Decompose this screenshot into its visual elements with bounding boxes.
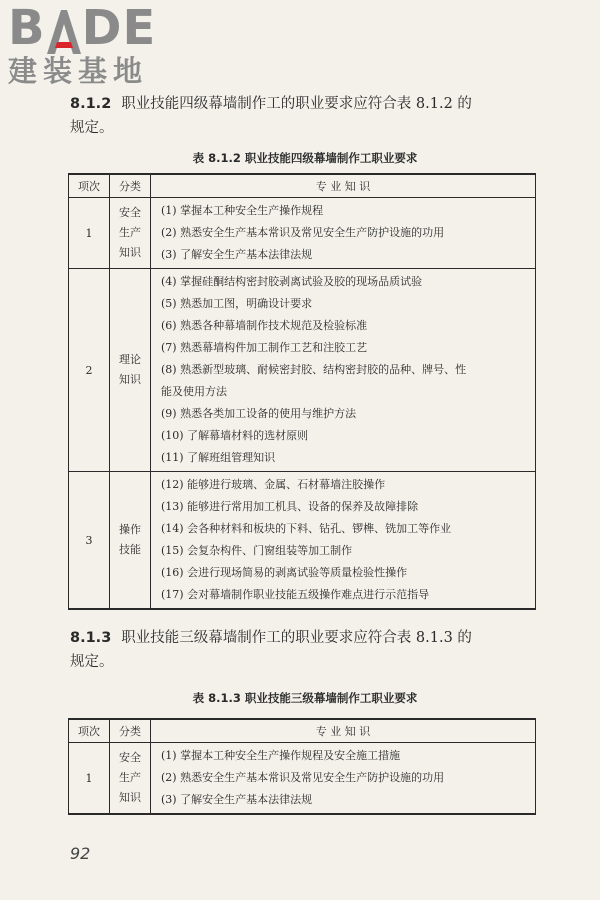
list-item: (12) 能够进行玻璃、金属、石材幕墙注胶操作: [161, 478, 386, 491]
table-row: [69, 198, 536, 269]
table-header-row: [69, 719, 536, 743]
row-index: 2: [69, 269, 110, 472]
row-items: [151, 472, 536, 610]
header-content: 专 业 知 识: [151, 174, 536, 198]
table-row: [69, 472, 536, 610]
clause-number: 8.1.3: [70, 630, 112, 646]
list-item: (6) 熟悉各种幕墙制作技术规范及检验标准: [161, 319, 368, 332]
header-idx: 项次: [69, 174, 110, 198]
list-item: (4) 掌握硅酮结构密封胶剥离试验及胶的现场品质试验: [161, 275, 423, 288]
logo-letter-e: E: [122, 0, 157, 56]
clause-text-line2: 规定。: [70, 654, 114, 670]
list-item: (16) 会进行现场简易的剥离试验等质量检验性操作: [161, 566, 408, 579]
clause-8-1-3: [70, 626, 540, 674]
table-caption-8-1-3: 表 8.1.3 职业技能三级幕墙制作工职业要求: [192, 691, 418, 705]
row-items: [151, 269, 536, 472]
requirements-table-level4: [68, 173, 536, 610]
list-item: (10) 了解幕墙材料的选材原则: [161, 429, 309, 442]
list-item: (5) 熟悉加工图，明确设计要求: [161, 297, 313, 310]
list-item: (1) 掌握本工种安全生产操作规程及安全施工措施: [161, 749, 401, 762]
row-index: 3: [69, 472, 110, 610]
list-item: (15) 会复杂构件、门窗组装等加工制作: [161, 544, 353, 557]
logo-letter-a-mark: [47, 8, 81, 52]
clause-text-line1: 职业技能四级幕墙制作工的职业要求应符合表 8.1.2 的: [121, 96, 472, 112]
list-item: (3) 了解安全生产基本法律法规: [161, 793, 313, 806]
list-item: (13) 能够进行常用加工机具、设备的保养及故障排除: [161, 500, 419, 513]
clause-number: 8.1.2: [70, 96, 112, 112]
clause-text-line1: 职业技能三级幕墙制作工的职业要求应符合表 8.1.3 的: [121, 630, 472, 646]
table-row: [69, 743, 536, 815]
row-category: 安全 生产 知识: [110, 743, 151, 815]
table-caption-8-1-2: 表 8.1.2 职业技能四级幕墙制作工职业要求: [192, 151, 418, 165]
row-items: [151, 198, 536, 269]
bade-logo: [8, 0, 178, 88]
logo-letter-b: B: [8, 0, 46, 56]
row-category: 操作 技能: [110, 472, 151, 610]
table-header-row: [69, 174, 536, 198]
table-row: [69, 269, 536, 472]
header-content: 专 业 知 识: [151, 719, 536, 743]
header-idx: 项次: [69, 719, 110, 743]
list-item: (3) 了解安全生产基本法律法规: [161, 248, 313, 261]
logo-letter-d: D: [81, 0, 123, 56]
logo-wordmark: [8, 0, 178, 56]
row-category: 理论 知识: [110, 269, 151, 472]
row-index: 1: [69, 198, 110, 269]
page-number: 92: [70, 844, 91, 863]
list-item: (8) 熟悉新型玻璃、耐候密封胶、结构密封胶的品种、牌号、性: [161, 363, 467, 376]
logo-subtitle: 建装基地: [8, 54, 149, 88]
list-item: (7) 熟悉幕墙构件加工制作工艺和注胶工艺: [161, 341, 368, 354]
requirements-table-level3: [68, 718, 536, 815]
row-category: 安全 生产 知识: [110, 198, 151, 269]
header-cat: 分类: [110, 174, 151, 198]
clause-text-line2: 规定。: [70, 120, 114, 136]
list-item: (14) 会各种材料和板块的下料、钻孔、锣榫、铣加工等作业: [161, 522, 452, 535]
header-cat: 分类: [110, 719, 151, 743]
list-item: (11) 了解班组管理知识: [161, 451, 276, 464]
list-item: (9) 熟悉各类加工设备的使用与维护方法: [161, 407, 357, 420]
clause-8-1-2: [70, 92, 540, 140]
list-item-continuation: 能及使用方法: [161, 385, 227, 398]
list-item: (2) 熟悉安全生产基本常识及常见安全生产防护设施的功用: [161, 226, 445, 239]
row-items: [151, 743, 536, 815]
list-item: (2) 熟悉安全生产基本常识及常见安全生产防护设施的功用: [161, 771, 445, 784]
row-index: 1: [69, 743, 110, 815]
list-item: (1) 掌握本工种安全生产操作规程: [161, 204, 324, 217]
list-item: (17) 会对幕墙制作职业技能五级操作难点进行示范指导: [161, 588, 430, 601]
